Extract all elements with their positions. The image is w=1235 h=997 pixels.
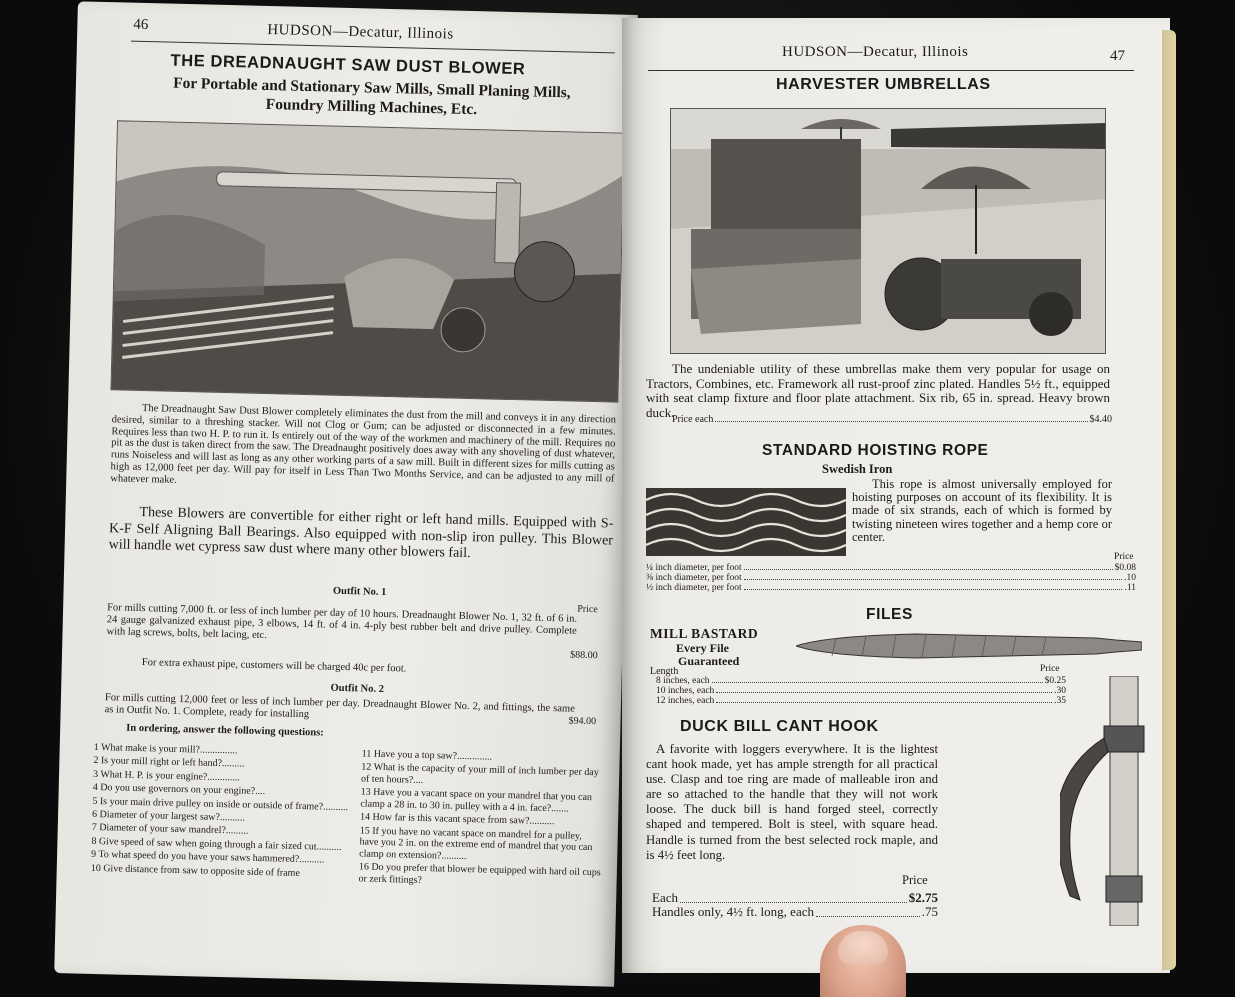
rope-price-row-1 <box>646 563 1136 573</box>
ordering-question: 2 Is your mill right or left hand?......... <box>93 755 245 770</box>
rope-size: ⅜ inch diameter, per foot <box>646 573 742 583</box>
files-tag-1: Every File <box>676 641 729 655</box>
cant-hook-title: DUCK BILL CANT HOOK <box>680 718 879 735</box>
ordering-question: 12 What is the capacity of your mill of inch lumber per day of ten hours?.... <box>360 761 599 786</box>
file-size: 8 inches, each <box>656 676 710 686</box>
ordering-question: 13 Have you a vacant space on your mandrel that you can clamp a 28 in. to 30 in. pulley with a 4 in. face?....... <box>360 786 593 815</box>
thumbnail <box>838 931 888 965</box>
questions-left <box>91 742 356 882</box>
running-head: HUDSON—Decatur, Illinois <box>267 21 454 43</box>
ordering-question: 10 Give distance from saw to opposite side of frame <box>90 862 300 879</box>
cant-hook-price-row-2 <box>652 904 938 920</box>
header-rule <box>648 70 1134 71</box>
file-price: $0.25 <box>1044 676 1066 686</box>
files-length-label: Length <box>650 666 679 677</box>
file-price-row-2 <box>656 686 1066 696</box>
left-page <box>54 1 638 986</box>
saw-dust-blower-photo <box>110 120 624 402</box>
page-edge <box>1162 30 1176 970</box>
cant-hook-illustration <box>1060 676 1160 926</box>
ordering-question: 8 Give speed of saw when going through a fair sized cut.......... <box>91 835 342 853</box>
outfit-2-text: For mills cutting 12,000 feet or less of inch lumber per day. Dreadnaught Blower No. 2, and fittings, the same as in Outfit No. 1. Complete, ready for installing <box>104 692 575 720</box>
price-label: Price <box>577 603 598 616</box>
ordering-question: 6 Diameter of your largest saw?.......... <box>91 808 246 824</box>
ordering-question: 14 How far is this vacant space from saw?.......... <box>359 811 555 828</box>
file-price: .30 <box>1054 686 1066 696</box>
questions-right <box>358 748 603 892</box>
ordering-question: 1 What make is your mill?............... <box>93 741 238 757</box>
umbrella-title: HARVESTER UMBRELLAS <box>776 76 991 93</box>
blower-title: THE DREADNAUGHT SAW DUST BLOWER <box>170 51 526 79</box>
file-price-row-1 <box>656 676 1066 686</box>
harvester-umbrella-photo <box>670 108 1106 354</box>
rope-illustration <box>646 480 846 564</box>
outfit-1-price: $88.00 <box>569 649 598 662</box>
outfit-1-text: For mills cutting 7,000 ft. or less of inch lumber per day of 10 hours. Dreadnaught Blower No. 1, 32 ft. of 6 in. 24 gauge galvanized exhaust pipe, 3 elbows, 14 ft. of 4 in. 4-ply best rubber belt and drive pulley. Complete with lag screws, bolts, belt lacing, etc. <box>106 602 578 641</box>
files-name: MILL BASTARD <box>650 626 759 641</box>
rope-description: This rope is almost universally employed for hoisting purposes on account of its flexibility. It is made of six strands, each of which is formed by twisting nineteen wires together and a hemp core or center. <box>852 477 1112 544</box>
files-tag-2: Guaranteed <box>678 654 740 668</box>
file-price-row-3 <box>656 696 1066 706</box>
files-price-label: Price <box>1040 664 1060 674</box>
rope-price: .11 <box>1124 583 1136 593</box>
page-number: 47 <box>1110 48 1125 64</box>
blower-subtitle-2: Foundry Milling Machines, Etc. <box>265 95 478 119</box>
outfit-2-heading: Outfit No. 2 <box>330 682 385 695</box>
ordering-question: 11 Have you a top saw?.............. <box>361 748 493 763</box>
blower-description: The Dreadnaught Saw Dust Blower completely eliminates the dust from the mill and conveys it in any direction desired, similar to a threshing stacker. Will not Clog or Gum; can be adjusted or disconnected in a few minutes. Requires less than two H. P. to run it. Is entirely out of the way of the workmen and machinery of the mill. Requires no pit as the dust is taken direct from the saw. The Dreadnaught positively does away with any shoveling of dust whatever, runs Noiseless and will last as long as any other working parts of a saw mill. Built in different sizes for mills cutting as high as 12,000 feet per day. Will pay for itself in Less Than Two Months Service, and can be adjusted to any mill of whatever make. <box>110 402 617 486</box>
umbrella-price-label: Price each <box>672 414 714 425</box>
rope-title: STANDARD HOISTING ROPE <box>762 442 989 459</box>
ordering-question: 3 What H. P. is your engine?............. <box>92 768 240 784</box>
rope-subtitle: Swedish Iron <box>822 462 893 476</box>
cant-hook-description: A favorite with loggers everywhere. It is the lightest cant hook made, yet has ample strength for all practical use. Clasp and toe ring are made of malleable iron and are so attached to the handle that they will not work loose. The duck bill is hand forged steel, correctly shaped and tempered. Bolt is steel, with square head. Handle is turned from the best selected rock maple, and is 4½ feet long. <box>646 742 938 862</box>
rope-price-row-2 <box>646 573 1136 583</box>
mill-bastard-file-illustration <box>796 628 1142 664</box>
blower-features: These Blowers are convertible for either right or left hand mills. Equipped with S-K-F Self Aligning Ball Bearings. Also equipped with non-slip iron pulley. This Blower will handle wet cypress saw dust where many other blowers fail. <box>108 504 614 562</box>
rope-size: ½ inch diameter, per foot <box>646 583 742 593</box>
ordering-question: 15 If you have no vacant space on mandrel for a pulley, have you 2 in. on the extreme end of mandrel that you can clamp on extension?.......... <box>359 825 593 862</box>
rope-price-label: Price <box>1114 552 1134 562</box>
umbrella-description: The undeniable utility of these umbrellas make them very popular for usage on Tractors, Combines, etc. Framework all rust-proof zinc plated. Handles 5½ ft., equipped with seat clamp fixture and floor plate attachment. Six rib, 65 in. spread. Heavy brown duck. <box>646 361 1110 420</box>
running-head: HUDSON—Decatur, Illinois <box>782 44 969 60</box>
cant-hook-price-label: Price <box>902 873 928 887</box>
rope-size: ¼ inch diameter, per foot <box>646 563 742 573</box>
outfit-1-heading: Outfit No. 1 <box>332 585 387 599</box>
ordering-question: 16 Do you prefer that blower be equipped with hard oil cups or zerk fittings? <box>358 861 601 886</box>
umbrella-price: $4.40 <box>1089 414 1112 425</box>
cant-hook-item: Handles only, 4½ ft. long, each <box>652 904 814 919</box>
umbrella-price-line <box>672 414 1112 425</box>
file-price: .35 <box>1054 696 1066 706</box>
rope-price: .10 <box>1124 573 1136 583</box>
extra-pipe-note: For extra exhaust pipe, customers will be charged 40c per foot. <box>141 657 407 675</box>
ordering-question: 7 Diameter of your saw mandrel?......... <box>91 822 249 838</box>
cant-hook-price: .75 <box>921 904 938 919</box>
cant-hook-item: Each <box>652 890 678 905</box>
outfit-2-price: $94.00 <box>568 715 597 728</box>
page-number: 46 <box>133 16 149 34</box>
ordering-question: 9 To what speed do you have your saws hammered?.......... <box>90 849 325 866</box>
cant-hook-price: $2.75 <box>908 890 938 905</box>
file-size: 10 inches, each <box>656 686 715 696</box>
files-title: FILES <box>866 606 913 623</box>
blower-subtitle-1: For Portable and Stationary Saw Mills, Small Planing Mills, <box>172 74 571 102</box>
ordering-question: 5 Is your main drive pulley on inside or outside of frame?.......... <box>92 795 349 813</box>
ordering-question: 4 Do you use governors on your engine?.... <box>92 782 266 798</box>
rope-price-row-3 <box>646 583 1136 593</box>
file-size: 12 inches, each <box>656 696 715 706</box>
rope-price: $0.08 <box>1114 563 1136 573</box>
ordering-heading: In ordering, answer the following questions: <box>126 722 324 739</box>
